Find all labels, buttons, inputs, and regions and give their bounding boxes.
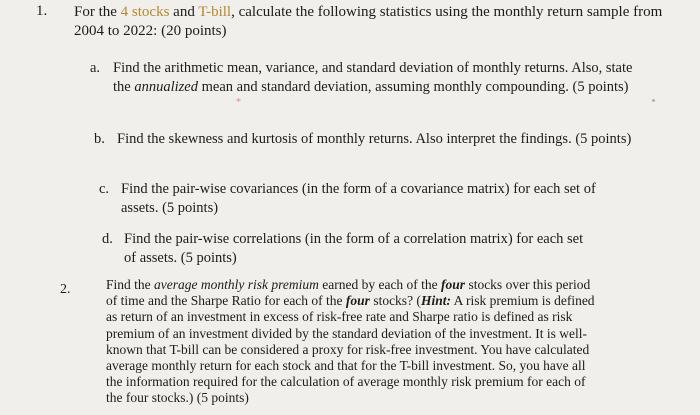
- item-a-text: Find the arithmetic mean, variance, and standard deviation of monthly returns. Also, state the annualized mean and standard deviation, assuming monthly compounding. (5 points): [113, 60, 633, 95]
- item-c-label: c.: [99, 181, 110, 197]
- question-1-text: For the 4 stocks and T-bill, calculate the following statistics using the monthly return sample from 2004 to 2022: (20 points): [74, 4, 663, 39]
- question-2-text: Find the average monthly risk premium earned by each of the four stocks over this period of time and the Sharpe Ratio for each of the four stocks? (Hint: A risk premium is defined as return of an investment in excess of risk-free rate and Sharpe ratio is defined as risk premium of an investment divided by the standard deviation of the investment. It is well-known that T-bill can be considered a proxy for risk-free investment. You have calculated average monthly return for each stock and that for the T-bill investment. So, you have all the information required for the calculation of average monthly risk premium for each of the four stocks.) (5 points): [106, 277, 595, 406]
- item-d-text: Find the pair-wise correlations (in the form of a correlation matrix) for each set of assets. (5 points): [124, 231, 584, 266]
- item-b-label: b.: [94, 131, 105, 147]
- item-c-text: Find the pair-wise covariances (in the form of a covariance matrix) for each set of assets. (5 points): [121, 181, 596, 216]
- question-1-number: 1.: [36, 3, 48, 19]
- question-2-number: 2.: [60, 282, 71, 297]
- item-a-label: a.: [90, 60, 101, 76]
- highlight-stocks: 4 stocks: [120, 4, 170, 20]
- pen-mark: *: [236, 97, 241, 108]
- highlight-tbill: T-bill: [198, 4, 232, 20]
- item-b-text: Find the skewness and kurtosis of monthly returns. Also interpret the findings. (5 points): [117, 131, 632, 147]
- item-d-label: d.: [102, 231, 113, 247]
- paper-speck: [652, 99, 655, 102]
